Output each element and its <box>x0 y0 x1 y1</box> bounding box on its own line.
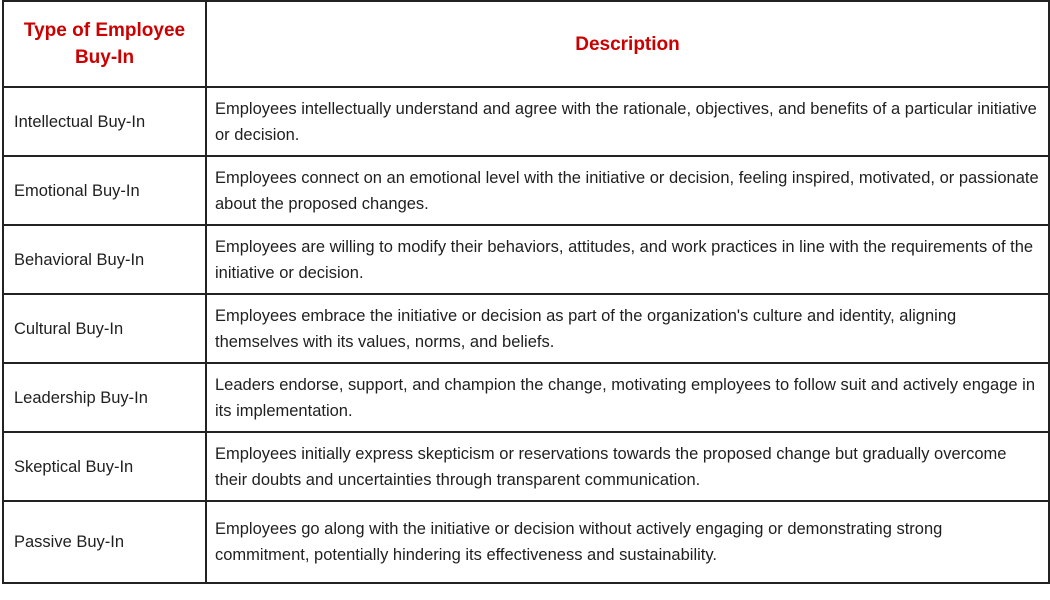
row-description: Employees embrace the initiative or decision as part of the organization's culture and identity, aligning themselves with its values, norms, and beliefs. <box>206 294 1049 363</box>
table-row <box>3 87 1049 156</box>
header-description: Description <box>206 1 1049 87</box>
row-type: Intellectual Buy-In <box>3 87 206 156</box>
row-description: Employees intellectually understand and agree with the rationale, objectives, and benefits of a particular initiative or decision. <box>206 87 1049 156</box>
row-type: Passive Buy-In <box>3 501 206 583</box>
row-description: Leaders endorse, support, and champion the change, motivating employees to follow suit and actively engage in its implementation. <box>206 363 1049 432</box>
row-description: Employees go along with the initiative or decision without actively engaging or demonstrating strong commitment, potentially hindering its effectiveness and sustainability. <box>206 501 1049 583</box>
row-description: Employees are willing to modify their behaviors, attitudes, and work practices in line with the requirements of the initiative or decision. <box>206 225 1049 294</box>
table-row <box>3 294 1049 363</box>
buy-in-table <box>2 0 1050 584</box>
row-type: Emotional Buy-In <box>3 156 206 225</box>
row-type: Leadership Buy-In <box>3 363 206 432</box>
row-type: Skeptical Buy-In <box>3 432 206 501</box>
header-type: Type of Employee Buy-In <box>3 1 206 87</box>
row-description: Employees connect on an emotional level with the initiative or decision, feeling inspired, motivated, or passionate about the proposed changes. <box>206 156 1049 225</box>
row-type: Behavioral Buy-In <box>3 225 206 294</box>
table-row <box>3 156 1049 225</box>
table-row <box>3 225 1049 294</box>
row-type: Cultural Buy-In <box>3 294 206 363</box>
row-description: Employees initially express skepticism or reservations towards the proposed change but gradually overcome their doubts and uncertainties through transparent communication. <box>206 432 1049 501</box>
table-row <box>3 501 1049 583</box>
table-row <box>3 363 1049 432</box>
table-header-row <box>3 1 1049 87</box>
table-row <box>3 432 1049 501</box>
